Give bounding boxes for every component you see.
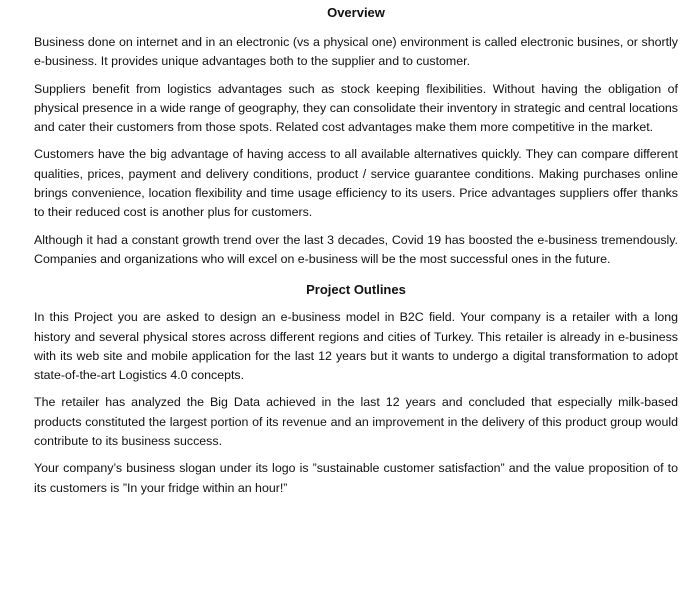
project-outlines-paragraph-3: Your company’s business slogan under its logo is ”sustainable customer satisfaction” and the value proposition of to its customers is ”In your fridge within an hour!” xyxy=(34,461,678,495)
document-page xyxy=(34,4,678,506)
overview-paragraph-2: Suppliers benefit from logistics advantages such as stock keeping flexibilities. Without having the obligation of physical presence in a wide range of geography, they can consolidate their inventory in strategic and central locations and cater their customers from those spots. Related cost advantages make them more competitive in the market. xyxy=(34,81,678,135)
project-outlines-paragraph-2: The retailer has analyzed the Big Data achieved in the last 12 years and concluded that especially milk-based products constituted the largest portion of its revenue and an improvement in the delivery of this product group would contribute to its business success. xyxy=(34,395,678,449)
overview-paragraph-1: Business done on internet and in an electronic (vs a physical one) environment is called electronic busines, or shortly e-business. It provides unique advantages both to the supplier and to customer. xyxy=(34,35,678,69)
project-outlines-heading: Project Outlines xyxy=(306,282,406,298)
overview-paragraph-3: Customers have the big advantage of having access to all available alternatives quickly. They can compare different qualities, prices, payment and delivery conditions, product / service guarantee conditions. Making purchases online brings convenience, location flexibility and time usage efficiency to its users. Price advantages suppliers offer thanks to their reduced cost is another plus for customers. xyxy=(34,147,678,220)
project-outlines-paragraph-1: In this Project you are asked to design an e-business model in B2C field. Your company is a retailer with a long history and several physical stores across different regions and cities of Turkey. This retailer is already in e-business with its web site and mobile application for the last 12 years but it wants to undergo a digital transformation to adopt state-of-the-art Logistics 4.0 concepts. xyxy=(34,310,678,383)
overview-heading: Overview xyxy=(327,5,385,20)
overview-paragraph-4: Although it had a constant growth trend over the last 3 decades, Covid 19 has boosted the e-business tremendously. Companies and organizations who will excel on e-business will be the most successful ones in the future. xyxy=(34,232,678,266)
